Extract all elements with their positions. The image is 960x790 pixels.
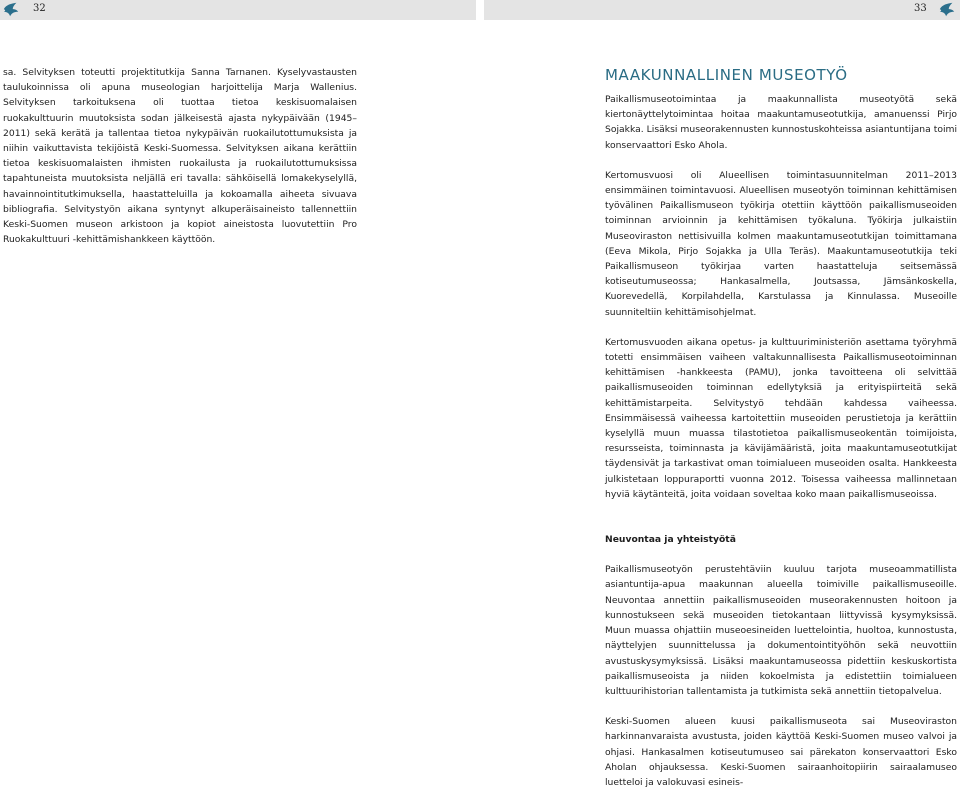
paragraph-grants: Keski-Suomen alueen kuusi paikallismuseota sai Museoviraston harkinnanvaraista avustusta, joiden käyttöä Keski-Suomen museo valvoi ja ohjasi. Hankasalmen kotiseutumuseo sai pärekaton konservaattori Esko Aholan ohjauksessa. Keski-Suomen sairaanhoitopiirin sairaalamuseo luetteloi ja valokuvasi esineis- (605, 716, 957, 788)
left-column (3, 65, 357, 247)
left-header-bar (0, 0, 476, 20)
bird-icon (938, 1, 956, 19)
paragraph-pamu-project: Kertomusvuoden aikana opetus- ja kulttuuriministeriön asettama työryhmä totetti ensimmäisen vaiheen valtakunnallisesta Paikallismuseotoiminnan kehittämisen -hankkeesta (PAMU), jonka tavoitteena oli selvittää paikallismuseoiden toiminnan edellytyksiä ja erityispiirteitä sekä kehittämistarpeita. Selvitystyö tehdään kahdessa vaiheessa. Ensimmäisessä vaiheessa kartoitettiin museoiden perustietoja ja kerättiin kyselyllä muun muassa tilastotietoa paikallismuseokentän toimijoista, resursseista, toiminnasta ja kävijämääristä, joita maakuntamuseotutkijat täydensivät ja tarkastivat oman toimialueen museoiden osalta. Hankkeesta julkistetaan loppuraportti vuonna 2012. Toisessa vaiheessa mallinnetaan hyviä käytänteitä, joita voidaan soveltaa koko maan paikallismuseoissa. (605, 336, 957, 500)
paragraph-staff: Paikallismuseotoimintaa ja maakunnallista museotyötä sekä kiertonäyttelytoimintaa hoitaa maakuntamuseotutkija, amanuenssi Pirjo Sojakka. Lisäksi museorakennusten kunnostuskohteissa asiantuntijana toimi konservaattori Esko Ahola. (605, 94, 957, 151)
left-page-number: 32 (33, 3, 46, 14)
right-header-bar (484, 0, 960, 20)
right-column (605, 92, 957, 790)
paragraph-advice: Paikallismuseotyön perustehtäviin kuuluu tarjota museoammatillista asiantuntija-apua maakunnan alueella toimiville paikallismuseoille. Neuvontaa annettiin paikallismuseoiden museorakennusten hoitoon ja kunnostukseen sekä museoiden tietokantaan liittyvissä kysymyksissä. Muun muassa ohjattiin museoesineiden luettelointia, huoltoa, kunnostusta, näyttelyjen suunnittelussa ja dokumentointityöhön sekä neuvottiin avustuskysymyksissä. Lisäksi maakuntamuseossa pidettiin keskuskortista paikallismuseoista ja niiden kokoelmista ja edistettiin toimialueen kulttuurihistorian tallentamista ja tutkimista sekä annettiin tietopalvelua. (605, 564, 957, 697)
right-page-number: 33 (914, 3, 927, 14)
section-title: MAAKUNNALLINEN MUSEOTYÖ (605, 66, 848, 85)
subheading-advice: Neuvontaa ja yhteistyötä (605, 534, 736, 546)
left-paragraph: sa. Selvityksen toteutti projektitutkija Sanna Tarnanen. Kyselyvastausten taulukoinnissa oli apuna museologian harjoittelija Marja Wallenius. Selvityksen tarkoituksena oli tuottaa tietoa keskisuomalaisen ruokakulttuurin muutoksista sodan jälkeisestä ajasta nykypäivään (1945–2011) sekä kerätä ja tallentaa tietoa nykypäivän ruokailutottumuksista ja niihin vaikuttavista tekijöistä Keski-Suomessa. Selvityksen aikana kerättiin tietoa keskisuomalaisten ihmisten ruokailusta ja ruokailutottumuksissa tapahtuneista muutoksista neljällä eri tavalla: sähköisellä lomakekyselyllä, havainnointitutkimuksella, haastatteluilla ja kokoamalla aiheeta sivuava bibliografia. Selvitystyön aikana syntynyt alkuperäisaineisto tallennettiin Keski-Suomen museon arkistoon ja kopiot aineistosta luovutettiin Pro Ruokakulttuuri -kehittämishankkeen käyttöön. (3, 67, 357, 246)
bird-icon (2, 1, 20, 19)
paragraph-action-plan: Kertomusvuosi oli Alueellisen toimintasuunnitelman 2011–2013 ensimmäinen toimintavuosi. Alueellisen museotyön toiminnan kehittämisen työvälinen Paikallismuseon työkirja otettiin käyttöön paikallismuseoiden toiminnan arvioinnin ja kehittämisen työkaluna. Työkirja julkaistiin Museoviraston nettisivuilla kolmen maakuntamuseotutkijan toimittamana (Eeva Mikola, Pirjo Sojakka ja Ulla Teräs). Maakuntamuseotutkija teki Paikallismuseon työkirjaa varten haastatteluja seitsemässä kotiseutumuseossa; Hankasalmella, Joutsassa, Jämsänkoskella, Kuorevedellä, Korpilahdella, Karstulassa ja Kinnulassa. Museoille suunniteltiin kehittämisohjelmat. (605, 169, 957, 318)
